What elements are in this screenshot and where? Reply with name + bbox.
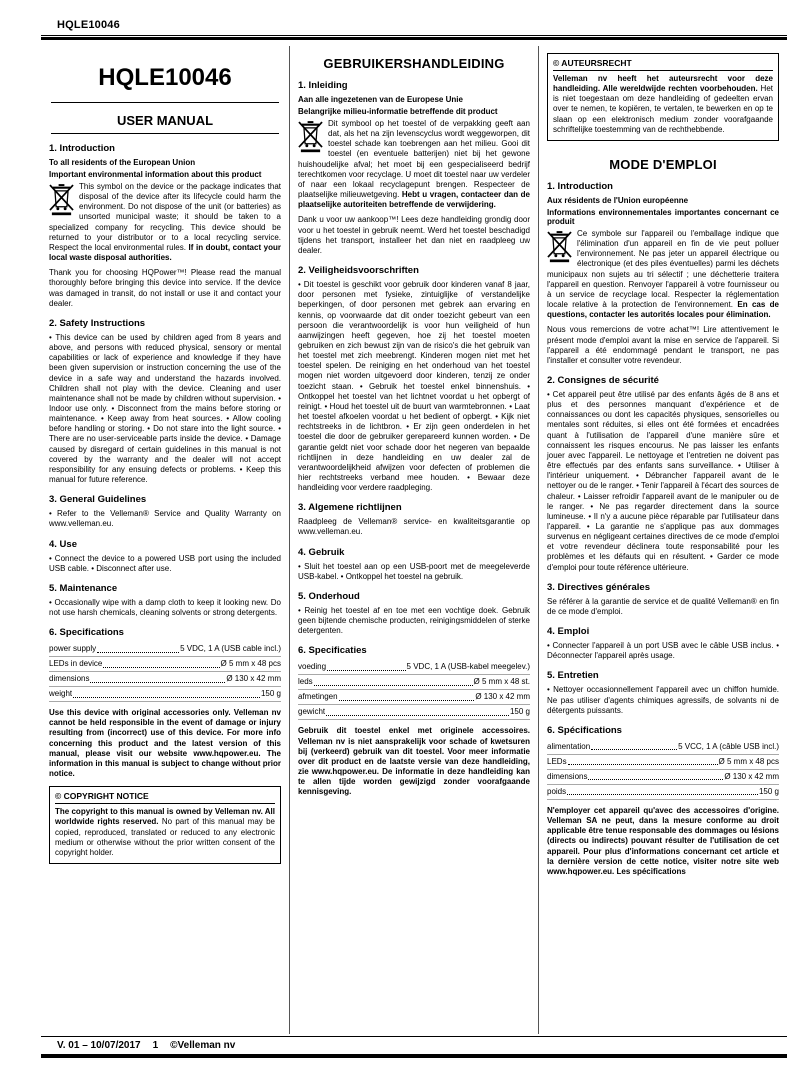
env-info-text-nl: Dit symbool op het toestel of de verpakking geeft aan dat, als het na zijn levenscyclus wordt weggeworpen, dit toestel schade kan toebrengen aan het milieu. Gooi dit toestel (en eventuele batterijen) niet bij het gewone huishoudelijke afval; het moet bij een gespecialiseerd bedrijf terechtkomen voor recyclage. U moet dit toestel naar uw verdeler of naar een lokaal recyclagepunt brengen. Respecteer de plaatselijke milieuwetgeving. xyxy=(298,119,530,200)
header-rule-thick xyxy=(41,37,787,40)
heading-specifications-en: 6. Specifications xyxy=(49,627,124,639)
heading-safety-nl: 2. Veiligheidsvoorschriften xyxy=(298,265,419,277)
env-info-heading-en: Important environmental information about this product xyxy=(49,170,262,179)
spec-row xyxy=(49,642,281,657)
heading-introduction-fr: 1. Introduction xyxy=(547,180,613,192)
copyright-box-text-en xyxy=(55,807,275,858)
spec-value: 150 g xyxy=(509,707,530,717)
env-info-text-fr: Ce symbole sur l'appareil ou l'emballage indique que l'élimination d'un appareil en fin de vie peut polluer l'environnement. Ne pas jeter un appareil électrique ou électronique (et des piles éventuelles) parmi les déchets municipaux non sujets au tri sélectif ; une déchetterie traitera l'appareil en question. Renvoyer l'appareil à votre fournisseur ou à un service de recyclage local. Respecter la réglementation locale relative à la protection de l'environnement. xyxy=(547,228,779,310)
column-english xyxy=(41,46,289,1034)
spec-value: 150 g xyxy=(758,786,779,796)
heading-specifications-fr: 6. Spécifications xyxy=(547,724,622,736)
accessories-notice-fr: N'employer cet appareil qu'avec des accessoires d'origine. Velleman SA ne peut, dans la mesure conforme au droit applicable être tenue responsable des dommages ou lésions (directs ou indirects) pouvant résulter de l'utilisation de cet appareil. Pour plus d'informations concernant cet article et la dernière version de cette notice, visiter notre site web www.hqpower.eu. Les spécifications xyxy=(547,805,779,876)
maintenance-text-en: • Occasionally wipe with a damp cloth to keep it looking new. Do not use harsh chemicals, cleaning solvents or strong detergents. xyxy=(49,597,281,617)
spec-value: 5 VCC, 1 A (câble USB incl.) xyxy=(678,741,779,751)
spec-leader xyxy=(588,779,723,780)
accessories-notice-en: Use this device with original accessories only. Velleman nv cannot be held responsible in the event of damage or injury resulting from (incorrect) use of this device. For more info concerning this product and the latest version of this manual, please visit our website www.hqpower.eu. The information in this manual is subject to change without prior notice. xyxy=(49,708,281,779)
spec-label: weight xyxy=(49,689,73,699)
spec-row xyxy=(547,770,779,785)
spec-value: Ø 5 mm x 48 pcs xyxy=(718,756,779,766)
spec-leader xyxy=(90,682,225,683)
product-title: HQLE10046 xyxy=(98,64,232,91)
spec-row xyxy=(547,755,779,770)
copyright-bold-en: The copyright to this manual is owned by Velleman nv. All worldwide rights reserved. xyxy=(55,807,275,827)
env-info-paragraph-fr xyxy=(547,229,779,320)
copyright-box-title-nl: © AUTEURSRECHT xyxy=(553,58,773,71)
page-header xyxy=(41,19,787,40)
header-rule-thin xyxy=(41,35,787,36)
spec-label: afmetingen xyxy=(298,692,338,702)
env-info-bold-en: If in doubt, contact your local waste disposal authorities. xyxy=(49,242,281,263)
spec-label: poids xyxy=(547,786,567,796)
copyright-box-english xyxy=(49,786,281,864)
spec-row xyxy=(298,690,530,705)
spec-label: LEDs in device xyxy=(49,659,103,669)
spec-leader xyxy=(591,749,677,750)
weee-icon xyxy=(298,120,323,153)
spec-label: LEDs xyxy=(547,756,567,766)
spec-value: Ø 5 mm x 48 st. xyxy=(473,677,530,687)
heading-introduction-en: 1. Introduction xyxy=(49,143,115,154)
env-info-bold-nl: Hebt u vragen, contacteer dan de plaatselijke autoriteiten betreffende de verwijdering. xyxy=(298,190,530,210)
env-info-text-en: This symbol on the device or the package indicates that disposal of the device after its lifecycle could harm the environment. Do not dispose of the unit (or batteries) as unsorted municipal waste; it should be taken to a specialized company for recycling. This device should be returned to your distributor or to a local recycling service. Respect the local environmental rules. xyxy=(49,182,281,252)
spec-label: alimentation xyxy=(547,741,591,751)
env-info-heading-nl: Belangrijke milieu-informatie betreffende dit product xyxy=(298,107,498,116)
thanks-paragraph-nl: Dank u voor uw aankoop™! Lees deze handleiding grondig door voor u het toestel in gebruik neemt. Werd het toestel beschadigd tijdens het transport, installeer het dan niet en raadpleeg uw dealer. xyxy=(298,215,530,255)
footer-text xyxy=(41,1037,787,1054)
thanks-paragraph-fr: Nous vous remercions de votre achat™! Lire attentivement le présent mode d'emploi avant la mise en service de l'appareil. Si l'appareil a été endommagé pendant le transport, ne pas l'installer et consulter votre revendeur. xyxy=(547,325,779,365)
heading-maintenance-nl: 5. Onderhoud xyxy=(298,590,360,602)
copyright-box-title-en: © COPYRIGHT NOTICE xyxy=(55,791,275,804)
spec-value: 5 VDC, 1 A (USB cable incl.) xyxy=(180,644,281,654)
heading-use-nl: 4. Gebruik xyxy=(298,546,345,558)
manual-title-english: USER MANUAL xyxy=(116,113,214,128)
spec-value: 5 VDC, 1 A (USB-kabel meegelev.) xyxy=(406,662,530,672)
copyright-normal-nl: Het is niet toegestaan om deze handleiding of gedeelten ervan over te nemen, te kopiëren, te vertalen, te bewerken en op te slaan op een elektronisch medium zonder voorafgaande schriftelijke toestemming van de rechthebbende. xyxy=(553,84,773,134)
use-text-en: • Connect the device to a powered USB port using the included USB cable. • Disconnect after use. xyxy=(49,553,281,573)
safety-text-fr: • Cet appareil peut être utilisé par des enfants âgés de 8 ans et plus et des personnes manquant d'expérience et de connaissances ou dont les capacités physiques, sensorielles ou mentales sont réduites, si elles ont été formées et encadrées quant à l'utilisation de l'appareil d'une manière sûre et connaissent les risques encourus. Ne pas laisser les enfants jouer avec l'appareil. Le nettoyage et l'entretien ne doivent pas être effectués par des enfants sans surveillance. • Utiliser à l'intérieur uniquement. • Débrancher l'appareil avant de le nettoyer ou de le ranger. • Tenir l'appareil à l'écart des sources de chaleur. • Laisser refroidir l'appareil avant de le manipuler ou de le ranger. • Ne pas regarder directement dans la source lumineuse. • Il n'y a aucune pièce réparable par l'utilisateur dans l'appareil. • La garantie ne s'applique pas aux dommages survenus en négligeant certaines directives de ce mode d'emploi et votre revendeur déclinera toute responsabilité pour les problèmes et les défauts qui en résultent. • Garder ce mode d'emploi pour toute référence ultérieure. xyxy=(547,389,779,572)
heading-guidelines-nl: 3. Algemene richtlijnen xyxy=(298,502,402,514)
spec-leader xyxy=(339,700,475,701)
specs-table-en xyxy=(49,642,281,702)
spec-leader xyxy=(73,697,260,698)
spec-row xyxy=(49,657,281,672)
specs-table-fr xyxy=(547,740,779,800)
guidelines-text-fr: Se référer à la garantie de service et de qualité Velleman® en fin de ce mode d'emploi. xyxy=(547,596,779,616)
heading-safety-fr: 2. Consignes de sécurité xyxy=(547,374,659,386)
use-text-nl: • Sluit het toestel aan op een USB-poort met de meegeleverde USB-kabel. • Ontkoppel het toestel na gebruik. xyxy=(298,561,530,581)
copyright-box-text-nl xyxy=(553,74,773,135)
spec-value: 150 g xyxy=(260,689,281,699)
footer-copyright: ©Velleman nv xyxy=(170,1040,236,1051)
spec-leader xyxy=(314,685,473,686)
footer-version-date: V. 01 – 10/07/2017 xyxy=(57,1040,141,1051)
audience-line-en: To all residents of the European Union xyxy=(49,158,196,167)
spec-label: voeding xyxy=(298,662,327,672)
spec-row xyxy=(49,672,281,687)
use-text-fr: • Connecter l'appareil à un port USB avec le câble USB inclus. • Déconnecter l'appareil après usage. xyxy=(547,641,779,661)
audience-line-fr: Aux résidents de l'Union européenne xyxy=(547,195,689,205)
footer-page-number: 1 xyxy=(152,1040,159,1051)
spec-leader xyxy=(103,667,219,668)
manual-title-dutch: GEBRUIKERSHANDLEIDING xyxy=(323,56,505,71)
spec-row xyxy=(298,675,530,690)
spec-row xyxy=(547,785,779,800)
divider xyxy=(51,133,279,134)
copyright-box-dutch xyxy=(547,53,779,141)
page-footer xyxy=(41,1036,787,1058)
weee-icon xyxy=(49,183,74,216)
divider xyxy=(51,102,279,103)
heading-maintenance-en: 5. Maintenance xyxy=(49,582,118,594)
audience-line-nl: Aan alle ingezetenen van de Europese Unie xyxy=(298,95,463,104)
safety-text-nl: • Dit toestel is geschikt voor gebruik door kinderen vanaf 8 jaar, door personen met fysieke, zintuiglijke of verstandelijke beperkingen, of door personen met gebrek aan ervaring en kennis, op voorwaarde dat dit onder toezicht gebeurt van een persoon die verantwoordelijk is voor hun veiligheid of hun aanwijzingen heeft gegeven, hoe zij het toestel moeten gebruiken en zich bewust zijn van de risico's die het gebruik van het toestel met zich meebrengt. Kinderen mogen niet met het toestel spelen. De reiniging en het onderhoud van het toestel mogen niet worden uitgevoerd door kinderen, tenzij ze onder toezicht staan. • Gebruik het toestel enkel binnenshuis. • Ontkoppel het toestel van het lichtnet voordat u het opbergt of reinigt. • Houd het toestel uit de buurt van warmtebronnen. • Laat het toestel afkoelen voordat u het bedient of opbergt. • Kijk niet rechtstreeks in de lichtbron. • Er zijn geen onderdelen in het toestel die door de gebruiker gerepareerd kunnen worden. • De garantie geldt niet voor schade door het negeren van bepaalde richtlijnen in deze handleiding en uw dealer zal de verantwoordelijkheid afwijzen voor defecten of problemen die hier rechtstreeks verband mee houden. • Bewaar deze handleiding voor verdere raadpleging. xyxy=(298,280,530,493)
spec-leader xyxy=(567,794,758,795)
copyright-bold-nl: Velleman nv heeft het auteursrecht voor deze handleiding. Alle wereldwijde rechten voorbehouden. xyxy=(553,74,773,94)
maintenance-text-fr: • Nettoyer occasionnellement l'appareil avec un chiffon humide. Ne pas utiliser d'agents chimiques agressifs, de solvants ni de détergents puissants. xyxy=(547,685,779,715)
copyright-normal-en: No part of this manual may be copied, reproduced, translated or reduced to any electronic medium or otherwise without the prior written consent of the copyright holder. xyxy=(55,817,276,857)
column-dutch xyxy=(289,46,538,1034)
spec-row xyxy=(298,660,530,675)
spec-label: power supply xyxy=(49,644,97,654)
spec-label: gewicht xyxy=(298,707,326,717)
heading-safety-en: 2. Safety Instructions xyxy=(49,317,146,329)
spec-row xyxy=(547,740,779,755)
heading-maintenance-fr: 5. Entretien xyxy=(547,670,599,682)
guidelines-text-nl: Raadpleeg de Velleman® service- en kwaliteitsgarantie op www.velleman.eu. xyxy=(298,517,530,537)
heading-introduction-nl: 1. Inleiding xyxy=(298,80,348,91)
heading-use-fr: 4. Emploi xyxy=(547,626,590,638)
safety-text-en: • This device can be used by children aged from 8 years and above, and persons with reduced physical, sensory or mental capabilities or lack of experience and knowledge if they have been given supervision or instruction concerning the use of the device in a safe way and understand the hazards involved. Children shall not play with the device. Cleaning and user maintenance shall not be made by children without supervision. • Indoor use only. • Disconnect from the mains before storing or maintenance. • Keep away from heat sources. • Allow cooling before handling or storing. • Do not stare into the light source. • There are no user-serviceable parts inside the device. • Damage caused by disregard of certain guidelines in this manual is not covered by the warranty and the dealer will not accept responsibility for any ensuing defects or problems. • Keep this manual for future reference. xyxy=(49,332,281,485)
spec-leader xyxy=(326,715,509,716)
thanks-paragraph-en: Thank you for choosing HQPower™! Please read the manual thoroughly before bringing this device into service. If the device was damaged in transit, do not install or use it and contact your dealer. xyxy=(49,268,281,308)
env-info-paragraph-nl xyxy=(298,119,530,210)
maintenance-text-nl: • Reinig het toestel af en toe met een vochtige doek. Gebruik geen bijtende chemische producten, reinigingsmiddelen of sterke detergenten. xyxy=(298,605,530,636)
guidelines-text-en: • Refer to the Velleman® Service and Quality Warranty on www.velleman.eu. xyxy=(49,509,281,529)
heading-specifications-nl: 6. Specificaties xyxy=(298,645,367,657)
footer-rule-thick xyxy=(41,1054,787,1058)
spec-value: Ø 130 x 42 mm xyxy=(724,771,779,781)
manual-title-french: MODE D'EMPLOI xyxy=(609,156,717,172)
spec-value: Ø 130 x 42 mm xyxy=(226,674,281,684)
spec-label: dimensions xyxy=(49,674,90,684)
heading-use-en: 4. Use xyxy=(49,538,77,550)
env-info-paragraph-en xyxy=(49,182,281,263)
spec-label: leds xyxy=(298,677,313,687)
header-title: HQLE10046 xyxy=(57,19,120,31)
column-french xyxy=(538,46,787,1034)
spec-leader xyxy=(327,670,406,671)
env-info-bold-fr: En cas de questions, contacter les autorités locales pour élimination. xyxy=(547,300,780,320)
content-columns xyxy=(41,46,787,1034)
specs-table-nl xyxy=(298,660,530,720)
weee-icon xyxy=(547,230,572,263)
spec-value: Ø 5 mm x 48 pcs xyxy=(220,659,281,669)
spec-label: dimensions xyxy=(547,771,588,781)
spec-leader xyxy=(97,652,179,653)
heading-guidelines-fr: 3. Directives générales xyxy=(547,581,650,593)
spec-row xyxy=(298,705,530,720)
spec-leader xyxy=(568,764,718,765)
heading-guidelines-en: 3. General Guidelines xyxy=(49,494,147,506)
accessories-notice-nl: Gebruik dit toestel enkel met originele accessoires. Velleman nv is niet aansprakelijk voor schade of kwetsuren bij (verkeerd) gebruik van dit toestel. Voor meer informatie over dit product en de laatste versie van deze handleiding, zie www.hqpower.eu. De informatie in deze handleiding kan te allen tijde worden gewijzigd zonder voorafgaande kennisgeving. xyxy=(298,726,530,797)
spec-row xyxy=(49,687,281,702)
spec-value: Ø 130 x 42 mm xyxy=(475,692,530,702)
env-info-heading-fr: Informations environnementales importantes concernant ce produit xyxy=(547,207,779,226)
